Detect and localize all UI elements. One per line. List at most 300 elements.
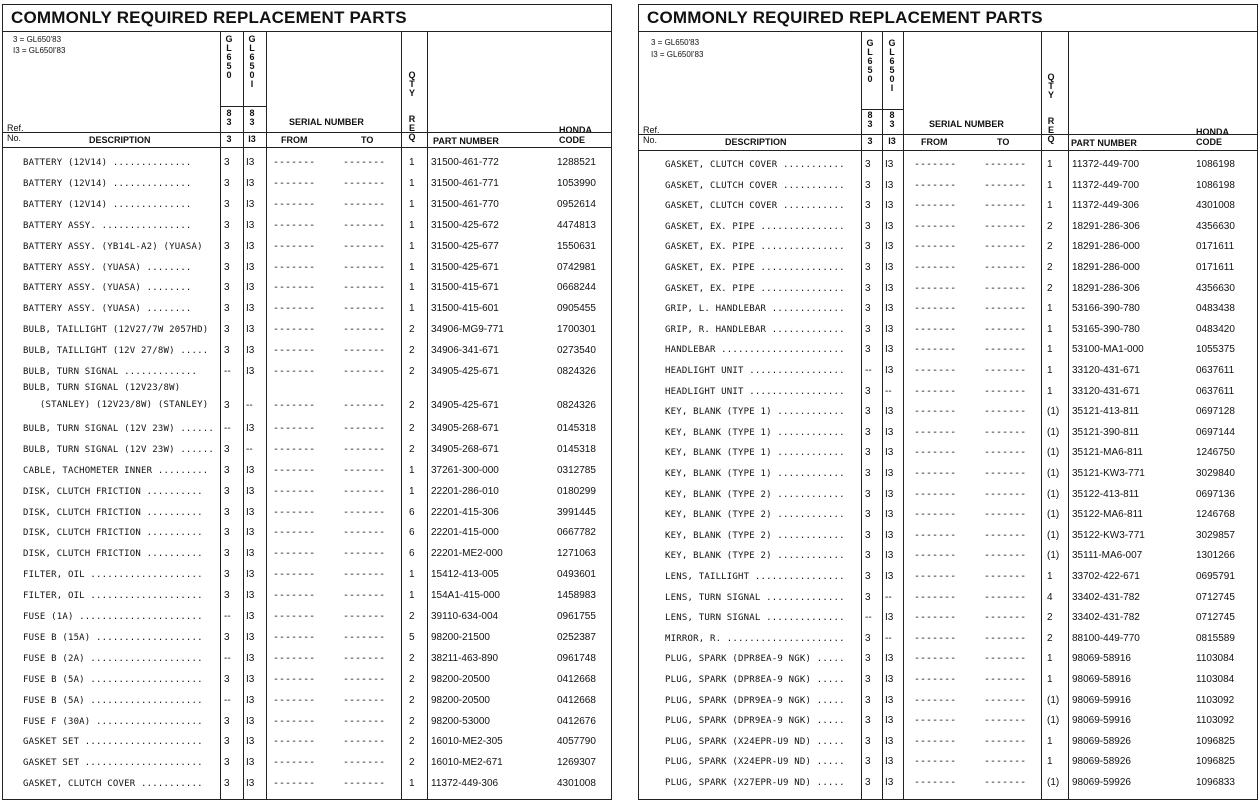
honda-code-cell: 4301008: [557, 778, 596, 790]
honda-code-cell: 1096833: [1196, 777, 1235, 788]
model1-cell: 3: [865, 715, 871, 727]
part-number-cell: 98069-58926: [1072, 735, 1131, 747]
description-cell: BULB, TURN SIGNAL (12V23/8W): [23, 382, 181, 393]
qty-cell: 1: [409, 569, 415, 581]
model1-cell: 3: [224, 303, 230, 315]
table-row: [3, 299, 611, 319]
honda-code-cell: 1458983: [557, 590, 596, 602]
part-number-cell: 31500-425-671: [431, 261, 499, 273]
table-row: [3, 195, 611, 215]
table-row: [3, 440, 611, 460]
model2-cell: I3: [885, 241, 894, 253]
part-number-cell: 35111-MA6-007: [1072, 550, 1143, 562]
table-row: [3, 628, 611, 648]
table-row: [3, 503, 611, 523]
honda-code-cell: 1086198: [1196, 159, 1235, 170]
honda-code-cell: 4474813: [557, 219, 596, 231]
col2-model-header: G L 6 5 0 I: [248, 34, 256, 89]
table-row: [3, 691, 611, 711]
qty-cell: 2: [409, 673, 415, 685]
serial-from-cell: -------: [914, 406, 957, 418]
qty-cell: 6: [409, 506, 415, 518]
description-cell: BATTERY (12V14) ..............: [23, 199, 192, 210]
honda-code-cell: 1055375: [1196, 344, 1235, 356]
part-number-cell: 98200-21500: [431, 631, 490, 643]
serial-to-cell: -------: [343, 569, 386, 581]
serial-from-cell: -------: [914, 220, 957, 232]
model2-cell: I3: [246, 324, 255, 336]
table-row: [639, 155, 1257, 175]
qty-cell: 2: [409, 422, 415, 434]
model1-cell: 3: [224, 548, 230, 560]
qty-cell: 1: [1047, 756, 1053, 768]
table-row: [3, 544, 611, 564]
qty-cell: 2: [409, 366, 415, 377]
serial-from-cell: -------: [914, 529, 957, 541]
honda-code-cell: 1096825: [1196, 735, 1235, 747]
model2-cell: --: [885, 632, 892, 644]
model1-cell: 3: [865, 241, 871, 253]
model1-cell: 3: [865, 159, 871, 170]
description-cell: MIRROR, R. .....................: [665, 633, 845, 644]
part-number-cell: 53100-MA1-000: [1072, 344, 1144, 356]
qty-cell: (1): [1047, 447, 1060, 459]
description-cell: GASKET SET .....................: [23, 737, 203, 748]
col2-model-header: G L 6 5 0 I: [888, 38, 896, 93]
description-header: DESCRIPTION: [89, 135, 151, 145]
model2-cell: I3: [246, 422, 255, 434]
serial-from-cell: -------: [914, 571, 957, 582]
qty-cell: 2: [409, 715, 415, 727]
honda-code-cell: 0695791: [1196, 571, 1235, 582]
model2-cell: I3: [246, 757, 255, 769]
honda-code-cell: 0824326: [557, 399, 596, 411]
honda-code-cell: 0171611: [1196, 262, 1235, 273]
qty-cell: (1): [1047, 488, 1060, 500]
serial-to-cell: -------: [984, 632, 1027, 644]
description-cell: CABLE, TACHOMETER INNER .........: [23, 465, 209, 476]
serial-to-cell: -------: [984, 303, 1027, 315]
qty-cell: 1: [409, 282, 415, 294]
serial-from-cell: -------: [273, 590, 316, 602]
part-number-header: PART NUMBER: [1071, 138, 1137, 148]
model2-cell: I3: [885, 447, 894, 459]
serial-from-cell: -------: [273, 485, 316, 497]
model1-cell: 3: [865, 303, 871, 315]
description-cell-continued: (STANLEY) (12V23/8W) (STANLEY): [23, 399, 209, 410]
serial-to-cell: -------: [343, 219, 386, 231]
serial-from-cell: -------: [273, 631, 316, 643]
serial-from-cell: -------: [273, 464, 316, 476]
description-cell: DISK, CLUTCH FRICTION ..........: [23, 507, 203, 518]
model1-cell: 3: [865, 694, 871, 706]
honda-code-header: HONDA CODE: [1196, 127, 1229, 147]
table-row: [3, 362, 611, 382]
to-header: TO: [997, 137, 1010, 147]
serial-to-cell: -------: [343, 757, 386, 769]
model1-cell: 3: [865, 550, 871, 562]
serial-to-cell: -------: [343, 527, 386, 539]
serial-to-cell: -------: [984, 200, 1027, 212]
description-cell: BULB, TAILLIGHT (12V 27/8W) .....: [23, 346, 209, 357]
serial-from-cell: -------: [273, 611, 316, 622]
honda-code-cell: 1103092: [1196, 694, 1235, 706]
model1-cell: --: [865, 365, 872, 376]
qty-cell: 1: [409, 219, 415, 231]
from-header: FROM: [281, 135, 308, 145]
table-row: [3, 320, 611, 340]
qty-cell: 1: [1047, 365, 1053, 376]
description-cell: BATTERY ASSY. (YUASA) ........: [23, 304, 192, 315]
serial-from-cell: -------: [914, 653, 957, 665]
serial-from-cell: -------: [914, 632, 957, 644]
table-row: [639, 361, 1257, 381]
model2-cell: I3: [246, 345, 255, 357]
model1-cell: 3: [224, 464, 230, 476]
model2-cell: I3: [246, 303, 255, 315]
table-row: [639, 629, 1257, 649]
description-cell: KEY, BLANK (TYPE 2) ............: [665, 551, 845, 562]
description-cell: BATTERY ASSY. ................: [23, 220, 192, 231]
serial-to-cell: -------: [343, 673, 386, 685]
qty-cell: (1): [1047, 406, 1060, 418]
honda-code-cell: 1103092: [1196, 715, 1235, 727]
description-cell: LENS, TURN SIGNAL ..............: [665, 613, 845, 624]
serial-from-cell: -------: [273, 757, 316, 769]
serial-to-cell: -------: [343, 324, 386, 336]
description-cell: BATTERY ASSY. (YUASA) ........: [23, 283, 192, 294]
model2-cell: I3: [885, 571, 894, 582]
honda-code-cell: 4057790: [557, 736, 596, 748]
qty-cell: 2: [409, 324, 415, 336]
honda-code-cell: 1271063: [557, 548, 596, 560]
qty-cell: 2: [409, 611, 415, 622]
qty-cell: 1: [409, 198, 415, 210]
qty-cell: (1): [1047, 426, 1060, 438]
qty-cell: 1: [1047, 735, 1053, 747]
model1-cell: 3: [865, 426, 871, 438]
model1-cell: 3: [224, 157, 230, 168]
serial-to-cell: -------: [984, 262, 1027, 273]
serial-from-cell: -------: [914, 282, 957, 294]
description-cell: KEY, BLANK (TYPE 1) ............: [665, 427, 845, 438]
serial-to-cell: -------: [984, 529, 1027, 541]
description-cell: FUSE F (30A) ...................: [23, 716, 203, 727]
qty-cell: 2: [1047, 282, 1053, 294]
serial-to-cell: -------: [984, 674, 1027, 685]
serial-from-cell: -------: [914, 344, 957, 356]
serial-to-cell: -------: [984, 591, 1027, 603]
description-cell: HEADLIGHT UNIT .................: [665, 386, 845, 397]
honda-code-header: HONDA CODE: [559, 125, 592, 145]
part-number-cell: 98200-53000: [431, 715, 490, 727]
qty-cell: (1): [1047, 694, 1060, 706]
table-row: [3, 732, 611, 752]
table-row: [639, 320, 1257, 340]
table-row: [639, 299, 1257, 319]
description-cell: KEY, BLANK (TYPE 2) ............: [665, 489, 845, 500]
serial-from-cell: -------: [273, 694, 316, 706]
table-row: [639, 382, 1257, 402]
serial-from-cell: -------: [914, 179, 957, 191]
model2-cell: I3: [885, 159, 894, 170]
table-row: [3, 670, 611, 690]
model2-cell: I3: [885, 612, 894, 624]
description-cell: PLUG, SPARK (X27EPR-U9 ND) .....: [665, 778, 845, 788]
qty-header-bottom: R E Q: [1047, 116, 1055, 144]
model1-cell: 3: [224, 569, 230, 581]
serial-from-cell: -------: [273, 527, 316, 539]
model1-cell: 3: [224, 673, 230, 685]
serial-number-header: SERIAL NUMBER: [929, 119, 1004, 129]
part-number-cell: 98069-58916: [1072, 653, 1131, 665]
serial-from-cell: -------: [914, 447, 957, 459]
model2-cell: I3: [246, 261, 255, 273]
model1-cell: 3: [224, 757, 230, 769]
qty-cell: (1): [1047, 529, 1060, 541]
description-cell: BULB, TURN SIGNAL .............: [23, 367, 198, 377]
table-row: [639, 732, 1257, 752]
model2-cell: I3: [246, 715, 255, 727]
part-number-cell: 35122-MA6-811: [1072, 509, 1143, 521]
description-cell: GASKET, EX. PIPE ...............: [665, 242, 845, 253]
divider: [3, 147, 611, 148]
table-row: [639, 217, 1257, 237]
model2-cell: I3: [885, 777, 894, 788]
serial-from-cell: -------: [273, 736, 316, 748]
honda-code-cell: 1086198: [1196, 179, 1235, 191]
serial-from-cell: -------: [914, 159, 957, 170]
part-number-cell: 11372-449-306: [1072, 200, 1140, 212]
serial-to-cell: -------: [984, 509, 1027, 521]
model1-cell: 3: [224, 282, 230, 294]
honda-code-cell: 0952614: [557, 198, 596, 210]
part-number-cell: 11372-449-306: [431, 778, 499, 790]
part-number-cell: 31500-415-601: [431, 303, 499, 315]
honda-code-cell: 0637611: [1196, 365, 1235, 376]
serial-from-cell: -------: [914, 365, 957, 376]
honda-code-cell: 3991445: [557, 506, 596, 518]
model1-cell: 3: [865, 323, 871, 335]
table-row: [639, 608, 1257, 628]
qty-cell: 2: [409, 399, 415, 411]
col2-year-header: 8 3: [249, 108, 255, 127]
qty-cell: 1: [1047, 200, 1053, 212]
serial-to-cell: -------: [984, 488, 1027, 500]
model2-cell: I3: [885, 303, 894, 315]
qty-cell: 4: [1047, 591, 1053, 603]
table-row: [639, 340, 1257, 360]
model1-cell: 3: [865, 282, 871, 294]
model1-cell: --: [224, 611, 231, 622]
serial-to-cell: -------: [984, 447, 1027, 459]
serial-to-cell: -------: [984, 735, 1027, 747]
serial-from-cell: -------: [914, 735, 957, 747]
honda-code-cell: 0273540: [557, 345, 596, 357]
model1-cell: 3: [224, 715, 230, 727]
table-row: [639, 588, 1257, 608]
model2-cell: I3: [885, 509, 894, 521]
table-row: [639, 711, 1257, 731]
table-row: [639, 505, 1257, 525]
part-number-cell: 31500-461-770: [431, 198, 499, 210]
model2-cell: I3: [246, 464, 255, 476]
serial-to-cell: -------: [984, 365, 1027, 376]
serial-from-cell: -------: [914, 509, 957, 521]
col1-code-header: 3: [226, 134, 232, 144]
serial-to-cell: -------: [343, 590, 386, 602]
model2-cell: I3: [885, 653, 894, 665]
description-cell: BULB, TURN SIGNAL (12V 23W) ......: [23, 423, 215, 434]
qty-cell: 2: [1047, 262, 1053, 273]
serial-to-cell: -------: [343, 652, 386, 664]
description-cell: PLUG, SPARK (X24EPR-U9 ND) .....: [665, 757, 845, 768]
col2-code-header: I3: [888, 136, 896, 146]
description-cell: PLUG, SPARK (DPR8EA-9 NGK) .....: [665, 654, 845, 665]
description-cell: FILTER, OIL ....................: [23, 570, 203, 581]
table-row: [639, 649, 1257, 669]
model1-cell: 3: [865, 509, 871, 521]
part-number-cell: 15412-413-005: [431, 569, 499, 581]
part-number-cell: 31500-461-772: [431, 157, 499, 168]
part-number-cell: 11372-449-700: [1072, 179, 1140, 191]
description-cell: FUSE B (5A) ....................: [23, 674, 203, 685]
serial-to-cell: -------: [984, 550, 1027, 562]
serial-from-cell: -------: [914, 550, 957, 562]
model2-cell: I3: [885, 344, 894, 356]
table-row: [639, 670, 1257, 690]
table-row: [3, 153, 611, 173]
model1-cell: 3: [865, 591, 871, 603]
serial-from-cell: -------: [273, 219, 316, 231]
serial-to-cell: -------: [343, 345, 386, 357]
part-number-cell: 98069-59926: [1072, 777, 1131, 788]
serial-to-cell: -------: [343, 399, 386, 411]
model2-cell: I3: [246, 282, 255, 294]
part-number-cell: 22201-286-010: [431, 485, 499, 497]
qty-cell: 2: [1047, 632, 1053, 644]
table-row: [3, 461, 611, 481]
serial-to-cell: -------: [984, 426, 1027, 438]
serial-from-cell: -------: [914, 488, 957, 500]
serial-number-header: SERIAL NUMBER: [289, 117, 364, 127]
model1-cell: 3: [224, 399, 230, 411]
model1-cell: 3: [865, 653, 871, 665]
serial-from-cell: -------: [914, 715, 957, 727]
model2-cell: I3: [885, 365, 894, 376]
right-parts-panel: [638, 4, 1258, 800]
serial-from-cell: -------: [914, 426, 957, 438]
model2-cell: I3: [885, 529, 894, 541]
model2-cell: I3: [885, 756, 894, 768]
model2-cell: I3: [246, 673, 255, 685]
description-cell: GASKET, CLUTCH COVER ...........: [23, 779, 203, 790]
qty-cell: 1: [1047, 571, 1053, 582]
serial-to-cell: -------: [984, 179, 1027, 191]
honda-code-cell: 0697128: [1196, 406, 1235, 418]
divider: [220, 106, 267, 107]
serial-to-cell: -------: [984, 571, 1027, 582]
qty-cell: 1: [409, 778, 415, 790]
model1-cell: 3: [224, 443, 230, 455]
qty-cell: 1: [1047, 303, 1053, 315]
serial-from-cell: -------: [273, 422, 316, 434]
qty-cell: (1): [1047, 509, 1060, 521]
model1-cell: 3: [865, 468, 871, 479]
table-row: [3, 482, 611, 502]
part-number-cell: 34906-341-671: [431, 345, 499, 357]
qty-cell: 1: [1047, 385, 1053, 397]
serial-to-cell: -------: [984, 241, 1027, 253]
part-number-cell: 37261-300-000: [431, 464, 499, 476]
honda-code-cell: 0637611: [1196, 385, 1235, 397]
part-number-cell: 35122-413-811: [1072, 488, 1140, 500]
qty-header-top: Q T Y: [1047, 72, 1055, 100]
table-row: [3, 383, 611, 417]
qty-cell: 5: [409, 631, 415, 643]
part-number-cell: 34905-425-671: [431, 366, 499, 377]
part-number-cell: 98069-59916: [1072, 715, 1131, 727]
serial-to-cell: -------: [343, 303, 386, 315]
qty-cell: 1: [1047, 344, 1053, 356]
model2-cell: I3: [246, 157, 255, 168]
part-number-cell: 33402-431-782: [1072, 591, 1140, 603]
serial-to-cell: -------: [343, 366, 386, 377]
description-cell: PLUG, SPARK (DPR9EA-9 NGK) .....: [665, 716, 845, 727]
model2-cell: I3: [246, 778, 255, 790]
part-number-header: PART NUMBER: [433, 136, 499, 146]
description-cell: DISK, CLUTCH FRICTION ..........: [23, 486, 203, 497]
serial-to-cell: -------: [343, 715, 386, 727]
qty-cell: 2: [409, 736, 415, 748]
model1-cell: --: [224, 652, 231, 664]
divider: [639, 150, 1257, 151]
serial-from-cell: -------: [914, 262, 957, 273]
honda-code-cell: 0824326: [557, 366, 596, 377]
table-row: [3, 523, 611, 543]
serial-from-cell: -------: [914, 200, 957, 212]
table-row: [3, 649, 611, 669]
table-row: [639, 279, 1257, 299]
honda-code-cell: 1246750: [1196, 447, 1235, 459]
description-cell: FUSE B (15A) ...................: [23, 632, 203, 643]
part-number-cell: 39110-634-004: [431, 611, 499, 622]
model2-cell: I3: [246, 240, 255, 252]
model1-cell: 3: [865, 262, 871, 273]
qty-cell: 2: [409, 757, 415, 769]
table-row: [3, 774, 611, 794]
serial-from-cell: -------: [273, 443, 316, 455]
qty-cell: 6: [409, 527, 415, 539]
honda-code-cell: 4301008: [1196, 200, 1235, 212]
honda-code-cell: 0312785: [557, 464, 596, 476]
model2-cell: I3: [885, 674, 894, 685]
serial-from-cell: -------: [273, 282, 316, 294]
part-number-cell: 11372-449-700: [1072, 159, 1140, 170]
table-row: [639, 464, 1257, 484]
honda-code-cell: 0667782: [557, 527, 596, 539]
table-row: [639, 773, 1257, 793]
qty-cell: 1: [409, 464, 415, 476]
serial-from-cell: -------: [273, 548, 316, 560]
serial-from-cell: -------: [914, 694, 957, 706]
honda-code-cell: 0412668: [557, 694, 596, 706]
qty-cell: 2: [409, 652, 415, 664]
qty-cell: (1): [1047, 550, 1060, 562]
col1-code-header: 3: [867, 136, 873, 146]
model2-cell: I3: [885, 323, 894, 335]
model1-cell: 3: [865, 777, 871, 788]
